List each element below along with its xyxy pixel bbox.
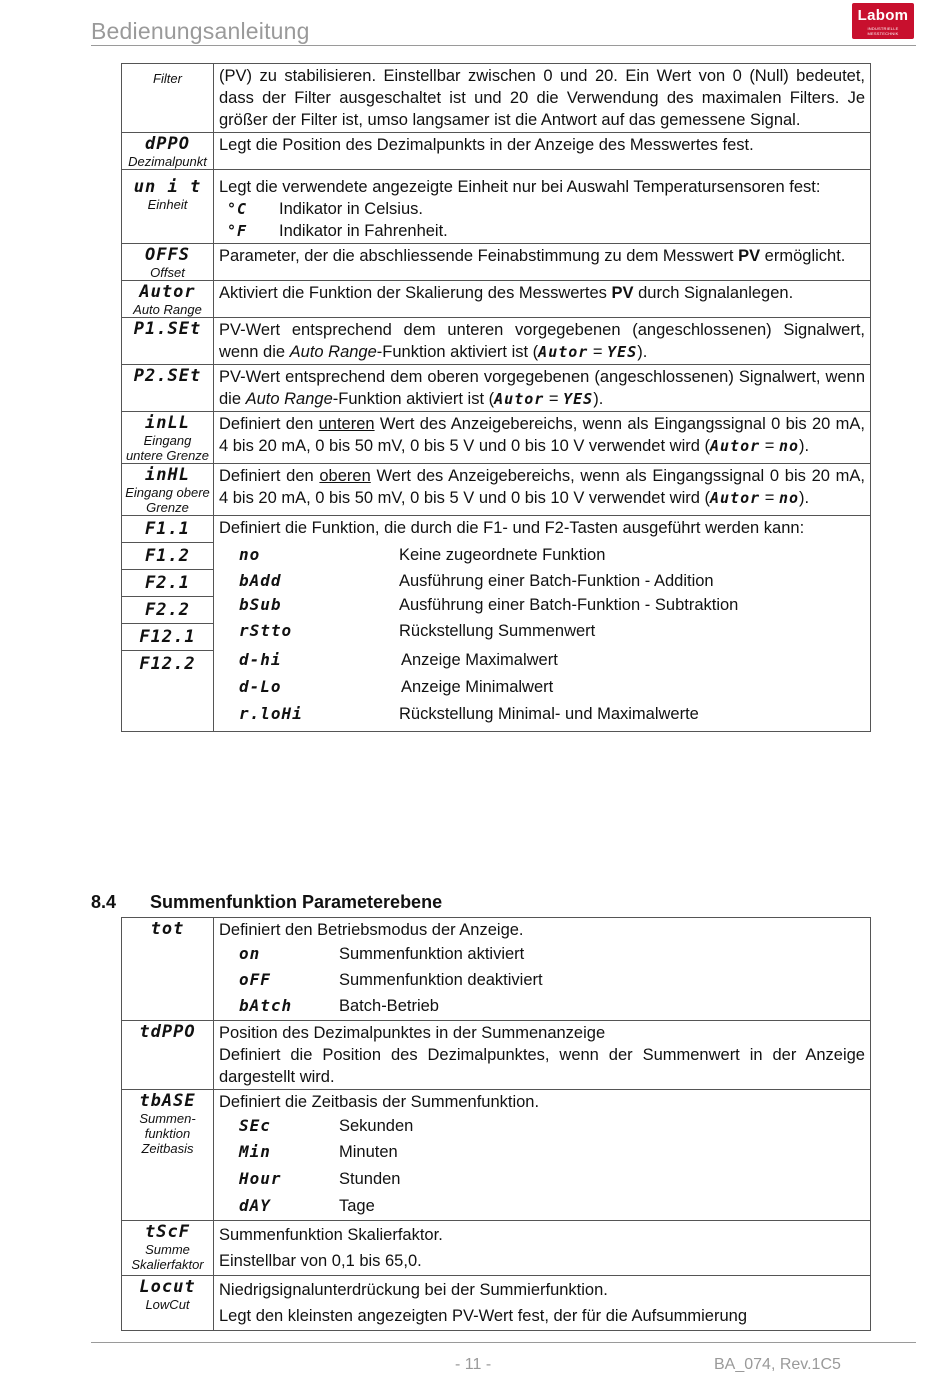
param-code: inHL bbox=[145, 465, 190, 485]
param-caption: Einheit bbox=[147, 197, 188, 212]
description-cell bbox=[214, 318, 871, 365]
description-text: Definiert die Position des Dezimalpunktes, wenn der Summenwert in der Anzeige dargestellt wird. bbox=[219, 1046, 865, 1086]
option-code: on bbox=[239, 944, 261, 963]
labom-logo bbox=[852, 3, 914, 39]
option-code: °C bbox=[227, 200, 248, 218]
param-caption: Summe bbox=[145, 1242, 190, 1257]
option-row bbox=[219, 1139, 865, 1165]
description-cell bbox=[214, 281, 871, 318]
inline-code: YES bbox=[563, 390, 594, 408]
inline-code: Autor bbox=[538, 343, 589, 361]
param-cell bbox=[122, 1021, 214, 1090]
description-text: PV-Wert entsprechend dem unteren vorgegebenen (angeschlossenen) Signalwert, wenn die bbox=[219, 321, 865, 361]
table-row bbox=[122, 1221, 871, 1276]
param-code: Locut bbox=[139, 1277, 196, 1297]
param-code: F2.1 bbox=[122, 571, 213, 597]
param-caption: Eingang obere bbox=[125, 485, 210, 500]
table-row bbox=[122, 244, 871, 281]
param-cell bbox=[122, 1221, 214, 1276]
description-text: Legt die Position des Dezimalpunkts in der Anzeige des Messwertes fest. bbox=[219, 136, 754, 154]
table-row bbox=[122, 64, 871, 133]
option-text: Tage bbox=[339, 1197, 375, 1215]
inline-code: Autor bbox=[494, 390, 545, 408]
description-text: durch Signalanlegen. bbox=[633, 284, 794, 302]
page-number: - 11 - bbox=[455, 1356, 492, 1373]
param-cell bbox=[122, 516, 214, 732]
function-code-list bbox=[122, 517, 213, 677]
option-row bbox=[219, 967, 865, 993]
option-code: bSub bbox=[239, 595, 282, 614]
inline-code: YES bbox=[607, 343, 638, 361]
param-cell bbox=[122, 64, 214, 133]
closing-text: ). bbox=[799, 437, 810, 455]
table-row bbox=[122, 516, 871, 732]
document-header-title: Bedienungsanleitung bbox=[91, 18, 310, 44]
option-row bbox=[219, 1193, 865, 1219]
description-text: Position des Dezimalpunktes in der Summenanzeige bbox=[219, 1024, 606, 1042]
description-cell bbox=[214, 1021, 871, 1090]
inline-code: no bbox=[778, 489, 800, 507]
param-cell bbox=[122, 170, 214, 244]
option-row bbox=[219, 568, 865, 594]
inline-code: no bbox=[778, 437, 800, 455]
option-row bbox=[219, 1165, 865, 1193]
description-text: Parameter, der die abschliessende Feinabstimmung zu dem Messwert bbox=[219, 247, 739, 265]
description-cell bbox=[214, 170, 871, 244]
table-row bbox=[122, 1090, 871, 1221]
param-code: Autor bbox=[139, 282, 196, 302]
option-text: Summenfunktion deaktiviert bbox=[339, 971, 543, 989]
section-title: Summenfunktion Parameterebene bbox=[150, 892, 443, 912]
option-text: Rückstellung Minimal- und Maximalwerte bbox=[399, 704, 699, 723]
option-row bbox=[219, 673, 865, 700]
table-row bbox=[122, 464, 871, 516]
option-text: Anzeige Maximalwert bbox=[401, 650, 558, 669]
param-code: F1.2 bbox=[122, 544, 213, 570]
description-text: Einstellbar von 0,1 bis 65,0. bbox=[219, 1252, 422, 1270]
description-text: ermöglicht. bbox=[760, 247, 846, 265]
option-text: Stunden bbox=[339, 1170, 401, 1188]
description-cell bbox=[214, 1221, 871, 1276]
description-text: Definiert die Funktion, die durch die F1- und F2-Tasten ausgeführt werden kann: bbox=[219, 519, 805, 537]
param-caption: Auto Range bbox=[133, 302, 202, 317]
option-code: r.loHi bbox=[239, 703, 303, 723]
param-code: tdPPO bbox=[139, 1022, 196, 1042]
param-cell bbox=[122, 281, 214, 318]
description-text: Legt die verwendete angezeigte Einheit nur bei Auswahl Temperatursensoren fest: bbox=[219, 178, 821, 196]
description-cell bbox=[214, 516, 871, 732]
option-text: Minuten bbox=[339, 1143, 398, 1161]
param-code: F1.1 bbox=[122, 517, 213, 543]
param-code: inLL bbox=[145, 413, 190, 433]
underlined-word: unteren bbox=[318, 415, 375, 433]
option-text: Sekunden bbox=[339, 1117, 414, 1135]
description-text: -Funktion aktiviert ist ( bbox=[332, 390, 495, 408]
table-row bbox=[122, 365, 871, 412]
description-text: Legt den kleinsten angezeigten PV-Wert fest, der für die Aufsummierung bbox=[219, 1307, 747, 1325]
equals-sign: = bbox=[588, 343, 608, 361]
auto-range-italic: Auto Range bbox=[245, 390, 333, 408]
param-code: F12.1 bbox=[122, 625, 213, 651]
underlined-word: oberen bbox=[319, 467, 371, 485]
description-text: Aktiviert die Funktion der Skalierung des Messwertes bbox=[219, 284, 612, 302]
description-cell bbox=[214, 412, 871, 464]
logo-subtext: INDUSTRIELLE MESSTECHNIK bbox=[867, 26, 899, 36]
description-text: -Funktion aktiviert ist ( bbox=[376, 343, 539, 361]
table-row bbox=[122, 918, 871, 1021]
param-caption: Eingang bbox=[143, 433, 192, 448]
inline-code: Autor bbox=[709, 489, 761, 507]
param-cell bbox=[122, 1090, 214, 1221]
auto-range-italic: Auto Range bbox=[289, 343, 377, 361]
description-text: PV-Wert entsprechend dem oberen vorgegebenen (angeschlossenen) Signalwert, wenn die bbox=[219, 368, 865, 408]
option-code: bAtch bbox=[239, 996, 293, 1015]
description-cell bbox=[214, 1276, 871, 1331]
option-row bbox=[219, 594, 865, 616]
option-row bbox=[227, 220, 865, 242]
param-cell bbox=[122, 244, 214, 281]
equals-sign: = bbox=[760, 437, 779, 455]
param-code: un i t bbox=[133, 177, 202, 197]
document-revision: BA_074, Rev.1C5 bbox=[714, 1356, 841, 1373]
param-cell bbox=[122, 464, 214, 516]
logo-text: Labom bbox=[857, 7, 909, 24]
inline-code: Autor bbox=[709, 437, 761, 455]
param-code: tScF bbox=[145, 1222, 190, 1242]
param-code: F2.2 bbox=[122, 598, 213, 624]
option-code: d-hi bbox=[239, 649, 282, 669]
option-row bbox=[219, 941, 865, 967]
param-cell bbox=[122, 365, 214, 412]
option-code: bAdd bbox=[239, 571, 282, 590]
description-cell bbox=[214, 1090, 871, 1221]
param-code: P1.SEt bbox=[133, 319, 202, 339]
param-caption: Summen- bbox=[139, 1111, 196, 1126]
description-text: Wert des Anzeigebereichs, wenn als Eingangssignal 0 bis 20 mA, 4 bis 20 mA, 0 bis 50 mV, 0 bis 5 V und 0 bis 10 V verwendet wird ( bbox=[219, 467, 865, 507]
option-code: °F bbox=[227, 222, 248, 240]
description-text: (PV) zu stabilisieren. Einstellbar zwischen 0 und 20. Ein Wert von 0 (Null) bedeutet, dass der Filter ausgeschaltet ist und 20 die Verwendung des maximalen Filters. Je größer der Filter ist, umso langsamer ist die Antwort auf das gemessene Signal. bbox=[219, 67, 865, 129]
summenfunktion-table bbox=[121, 917, 871, 1331]
description-text: Definiert die Zeitbasis der Summenfunktion. bbox=[219, 1093, 540, 1111]
param-code: P2.SEt bbox=[133, 366, 202, 386]
description-cell bbox=[214, 133, 871, 170]
param-caption: untere Grenze bbox=[125, 448, 210, 463]
section-heading bbox=[91, 892, 442, 913]
param-cell bbox=[122, 918, 214, 1021]
equals-sign: = bbox=[544, 390, 564, 408]
parameter-table bbox=[121, 63, 871, 732]
param-caption: Grenze bbox=[146, 500, 189, 515]
param-code: dPPO bbox=[145, 134, 190, 154]
param-code: OFFS bbox=[145, 245, 190, 265]
table-row bbox=[122, 412, 871, 464]
table-row bbox=[122, 1276, 871, 1331]
option-code: rStto bbox=[239, 621, 293, 640]
description-text: Definiert den Betriebsmodus der Anzeige. bbox=[219, 921, 524, 939]
table-row bbox=[122, 133, 871, 170]
description-text: Wert des Anzeigebereichs, wenn als Eingangssignal 0 bis 20 mA, 4 bis 20 mA, 0 bis 50 mV, 0 bis 5 V und 0 bis 10 V verwendet wird ( bbox=[219, 415, 865, 455]
closing-text: ). bbox=[637, 343, 648, 361]
closing-text: ). bbox=[593, 390, 604, 408]
option-code: SEc bbox=[239, 1116, 271, 1135]
option-text: Indikator in Fahrenheit. bbox=[279, 222, 448, 240]
option-code: no bbox=[239, 545, 261, 564]
option-row bbox=[219, 1113, 865, 1139]
option-text: Indikator in Celsius. bbox=[279, 200, 423, 218]
param-caption: Dezimalpunkt bbox=[128, 154, 207, 169]
option-row bbox=[219, 646, 865, 673]
param-code: tbASE bbox=[139, 1091, 196, 1111]
description-text: Definiert den bbox=[219, 415, 319, 433]
description-cell bbox=[214, 464, 871, 516]
table-row bbox=[122, 281, 871, 318]
option-row bbox=[219, 993, 865, 1019]
description-text: Summenfunktion Skalierfaktor. bbox=[219, 1226, 443, 1244]
param-caption: LowCut bbox=[145, 1297, 190, 1312]
closing-text: ). bbox=[799, 489, 810, 507]
description-text: Niedrigsignalunterdrückung bei der Summierfunktion. bbox=[219, 1281, 608, 1299]
param-cell bbox=[122, 1276, 214, 1331]
option-code: Min bbox=[239, 1142, 271, 1161]
pv-bold: PV bbox=[738, 247, 761, 265]
param-caption: Offset bbox=[150, 265, 185, 280]
param-caption: Filter bbox=[153, 71, 182, 86]
description-cell bbox=[214, 244, 871, 281]
option-row bbox=[227, 198, 865, 220]
param-cell bbox=[122, 133, 214, 170]
header-divider bbox=[91, 45, 916, 46]
table-row bbox=[122, 170, 871, 244]
option-code: Hour bbox=[239, 1169, 282, 1188]
description-text: Definiert den bbox=[219, 467, 320, 485]
option-row bbox=[219, 542, 865, 568]
option-text: Rückstellung Summenwert bbox=[399, 622, 596, 640]
option-text: Summenfunktion aktiviert bbox=[339, 945, 525, 963]
option-text: Ausführung einer Batch-Funktion - Addition bbox=[399, 572, 714, 590]
section-number: 8.4 bbox=[91, 892, 117, 912]
param-caption: Skalierfaktor bbox=[131, 1257, 204, 1272]
description-cell bbox=[214, 365, 871, 412]
param-cell bbox=[122, 412, 214, 464]
option-text: Keine zugeordnete Funktion bbox=[399, 546, 606, 564]
description-cell bbox=[214, 918, 871, 1021]
option-code: dAY bbox=[239, 1196, 271, 1215]
description-cell bbox=[214, 64, 871, 133]
table-row bbox=[122, 318, 871, 365]
option-code: oFF bbox=[239, 970, 271, 989]
param-caption: funktion bbox=[144, 1126, 191, 1141]
param-code: F12.2 bbox=[139, 654, 196, 674]
table-row bbox=[122, 1021, 871, 1090]
option-text: Anzeige Minimalwert bbox=[401, 677, 554, 696]
option-code: d-Lo bbox=[239, 676, 282, 696]
option-row bbox=[219, 616, 865, 646]
param-caption: Zeitbasis bbox=[141, 1141, 194, 1156]
footer-divider bbox=[91, 1342, 916, 1343]
option-row bbox=[219, 700, 865, 727]
option-text: Ausführung einer Batch-Funktion - Subtraktion bbox=[399, 596, 739, 614]
param-code: tot bbox=[150, 919, 185, 939]
param-cell bbox=[122, 318, 214, 365]
equals-sign: = bbox=[760, 489, 779, 507]
pv-bold: PV bbox=[611, 284, 634, 302]
option-text: Batch-Betrieb bbox=[339, 997, 439, 1015]
